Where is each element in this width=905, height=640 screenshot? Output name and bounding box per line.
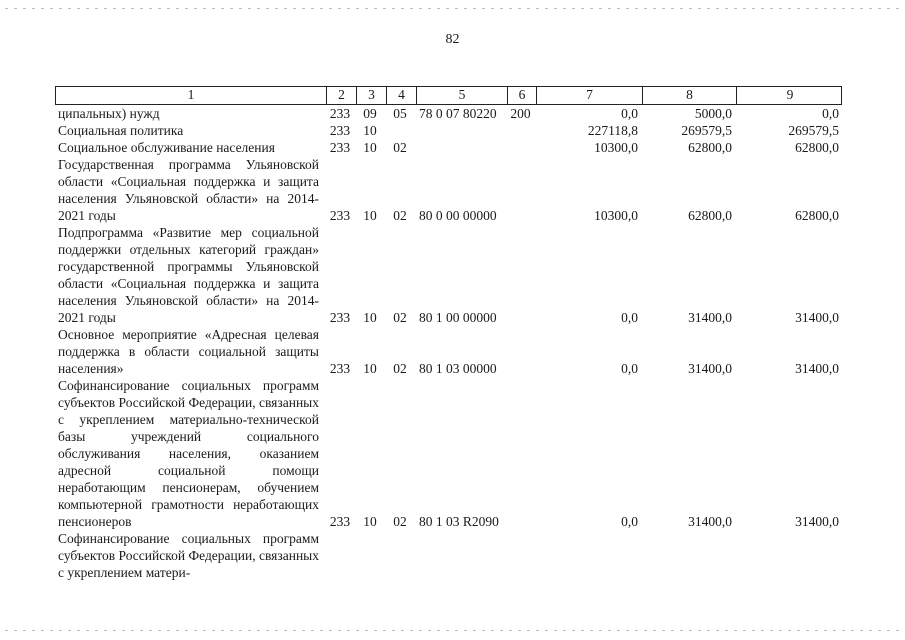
cell-amount-7: 0,0 xyxy=(621,361,638,376)
row-name: Государственная программа Ульяновской области «Социальная поддержка и защита населения Ульяновской области» на 2014-2021 годы xyxy=(58,157,319,223)
column-header: 9 xyxy=(736,87,843,104)
cell-ministry: 233 xyxy=(329,310,351,325)
table-row xyxy=(55,224,842,326)
cell-amount-7: 10300,0 xyxy=(594,140,638,155)
cell-ministry: 233 xyxy=(329,140,351,155)
row-name: Социальная политика xyxy=(58,123,184,138)
cell-amount-8: 31400,0 xyxy=(688,361,732,376)
cell-amount-9: 269579,5 xyxy=(788,123,839,138)
table-row xyxy=(55,105,842,122)
column-header: 3 xyxy=(356,87,386,104)
table-row xyxy=(55,122,842,139)
cell-subsection: 02 xyxy=(393,208,407,223)
table-row xyxy=(55,156,842,224)
table-header xyxy=(55,86,842,105)
cell-subsection: 05 xyxy=(393,106,407,121)
cell-target-article: 80 0 00 00000 xyxy=(419,208,497,223)
cell-amount-8: 62800,0 xyxy=(688,208,732,223)
table-row xyxy=(55,139,842,156)
column-header: 2 xyxy=(326,87,356,104)
cell-amount-8: 5000,0 xyxy=(694,106,732,121)
cell-expense-type: 200 xyxy=(510,106,531,121)
cell-section: 10 xyxy=(363,208,377,223)
cell-subsection: 02 xyxy=(393,310,407,325)
column-header: 7 xyxy=(536,87,642,104)
cell-ministry: 233 xyxy=(329,106,351,121)
cell-amount-9: 31400,0 xyxy=(795,514,839,529)
cell-ministry: 233 xyxy=(329,361,351,376)
cell-amount-9: 62800,0 xyxy=(795,208,839,223)
row-name: Софинансирование социальных программ субъектов Российской Федерации, связанных с укреплением матери- xyxy=(58,531,319,580)
cell-amount-9: 0,0 xyxy=(822,106,839,121)
cell-section: 10 xyxy=(363,123,377,138)
cell-amount-7: 227118,8 xyxy=(587,123,638,138)
table-row xyxy=(55,326,842,377)
cell-amount-8: 269579,5 xyxy=(681,123,732,138)
row-name: ципальных) нужд xyxy=(58,106,160,121)
page-number: 82 xyxy=(445,32,460,47)
cell-ministry: 233 xyxy=(329,208,351,223)
column-header: 4 xyxy=(386,87,416,104)
cell-section: 10 xyxy=(363,514,377,529)
cell-amount-8: 31400,0 xyxy=(688,310,732,325)
cell-subsection: 02 xyxy=(393,514,407,529)
scan-noise-bottom xyxy=(5,630,900,631)
cell-target-article: 80 1 00 00000 xyxy=(419,310,497,325)
budget-table xyxy=(55,86,842,581)
cell-amount-7: 0,0 xyxy=(621,106,638,121)
cell-ministry: 233 xyxy=(329,514,351,529)
table-row xyxy=(55,377,842,530)
cell-section: 10 xyxy=(363,361,377,376)
cell-section: 10 xyxy=(363,310,377,325)
cell-amount-9: 31400,0 xyxy=(795,310,839,325)
cell-section: 09 xyxy=(363,106,377,121)
cell-amount-7: 0,0 xyxy=(621,514,638,529)
cell-amount-8: 62800,0 xyxy=(688,140,732,155)
cell-amount-7: 10300,0 xyxy=(594,208,638,223)
cell-ministry: 233 xyxy=(329,123,351,138)
row-name: Подпрограмма «Развитие мер социальной поддержки отдельных категорий граждан» государственной программы Ульяновской области «Социальная поддержка и защита населения Ульяновской области» на 2014-2021 годы xyxy=(58,225,319,325)
cell-amount-9: 62800,0 xyxy=(795,140,839,155)
column-header: 8 xyxy=(642,87,736,104)
cell-target-article: 78 0 07 80220 xyxy=(419,106,497,121)
column-header: 1 xyxy=(187,87,195,102)
column-header: 6 xyxy=(507,87,536,104)
cell-subsection: 02 xyxy=(393,140,407,155)
row-name: Софинансирование социальных программ субъектов Российской Федерации, связанных с укреплением материально-технической базы учреждений социального обслуживания населения, оказанием адресной социальной помощи неработающим пенсионерам, обучением компьютерной грамотности неработающих пенсионеров xyxy=(58,378,319,529)
cell-amount-9: 31400,0 xyxy=(795,361,839,376)
cell-target-article: 80 1 03 00000 xyxy=(419,361,497,376)
cell-section: 10 xyxy=(363,140,377,155)
scan-noise-top xyxy=(5,8,900,9)
cell-amount-7: 0,0 xyxy=(621,310,638,325)
cell-subsection: 02 xyxy=(393,361,407,376)
row-name: Социальное обслуживание населения xyxy=(58,140,275,155)
table-row xyxy=(55,530,842,581)
column-header: 5 xyxy=(416,87,507,104)
cell-target-article: 80 1 03 R2090 xyxy=(419,514,499,529)
cell-amount-8: 31400,0 xyxy=(688,514,732,529)
row-name: Основное мероприятие «Адресная целевая поддержка в области социальной защиты населения» xyxy=(58,327,319,376)
